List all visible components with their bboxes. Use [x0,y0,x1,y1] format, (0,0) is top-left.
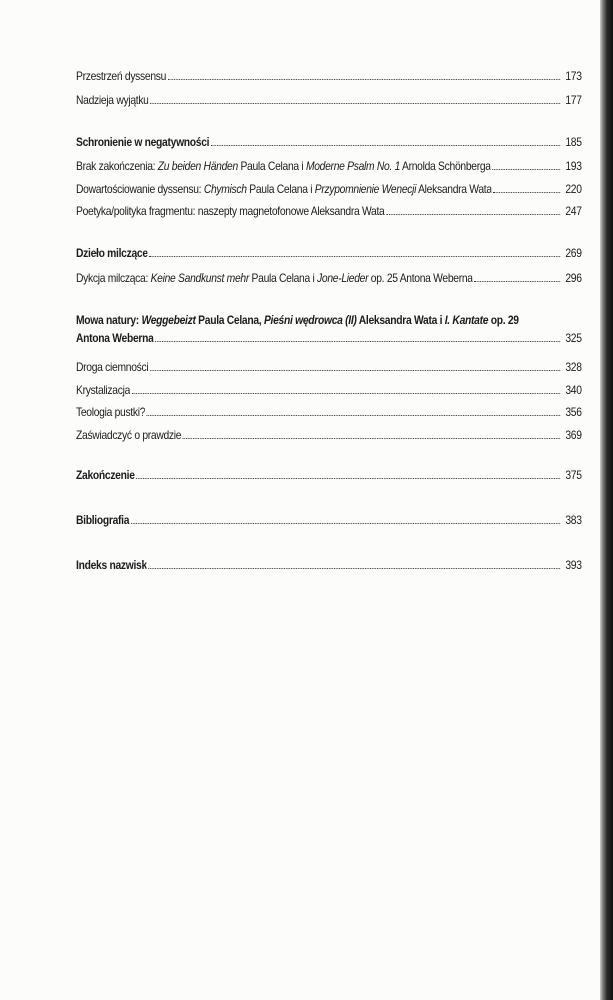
dot-leader [150,361,560,371]
toc-section-entry[interactable] [76,382,582,398]
toc-page-number: 383 [565,513,582,527]
toc-entry-title-text: Droga ciemności [76,360,149,374]
toc-page-number: 269 [565,246,582,260]
toc-entry-row [76,92,582,108]
toc-entry-title-italic: Keine Sandkunst mehr [150,271,249,285]
toc-page-number: 193 [565,159,582,173]
toc-entry-title-italic: Zu beiden Händen [157,159,238,173]
toc-section-entry[interactable] [76,181,582,197]
toc-entry-title-italic: Weggebeizt [141,313,196,327]
dot-leader [155,332,560,342]
toc-entry-row [76,181,582,197]
toc-entry-title-text: Nadzieja wyjątku [76,93,149,107]
toc-entry-title [76,270,473,286]
toc-page-number: 328 [565,360,582,374]
toc-entry-title-italic: Jone-Lieder [317,271,369,285]
toc-entry-title-text: Aleksandra Wata [416,182,492,196]
toc-entry-title [76,359,148,375]
toc-entry-title-text: Poetyka/polityka fragmentu: naszepty magnetofonowe Aleksandra Wata [76,204,385,218]
toc-entry-title-text: Mowa natury: [76,313,142,327]
toc-entry-title-text: Schronienie w negatywności [76,135,210,149]
dot-leader [183,429,560,439]
toc-entry-row [76,330,582,346]
toc-entry-row [76,427,582,443]
toc-entry-row [76,68,582,84]
toc-chapter-entry[interactable] [76,467,582,483]
dot-leader [136,469,560,479]
toc-entry-title-italic: I. Kantate [444,313,489,327]
toc-entry-row [76,203,582,219]
toc-entry-title-text: Dowartościowanie dyssensu: [76,182,204,196]
book-spine-edge [600,0,613,1000]
toc-entry-title-text: Indeks nazwisk [76,558,147,572]
toc-section-entry[interactable] [76,427,582,443]
toc-entry-row [76,134,582,150]
toc-entry-title-text: Zaświadczyć o prawdzie [76,428,182,442]
toc-page-number: 325 [565,331,582,345]
dot-leader [494,183,561,193]
toc-section-entry[interactable] [76,68,582,84]
toc-entry-title-text: op. 25 Antona Weberna [368,271,473,285]
toc-entry-title-text: Dykcja milcząca: [76,271,151,285]
toc-page-number: 393 [565,558,582,572]
dot-leader [492,160,560,170]
toc-entry-title [76,134,209,150]
toc-page-number: 173 [565,69,582,83]
toc-chapter-entry[interactable] [76,245,582,261]
toc-chapter-entry[interactable] [76,312,582,346]
toc-entry-title-italic: Chymisch [203,182,247,196]
toc-page-number: 369 [565,428,582,442]
toc-entry-title [76,427,181,443]
toc-chapter-entry[interactable] [76,557,582,573]
toc-entry-title-text: Teologia pustki? [76,405,146,419]
toc-entry-row [76,512,582,528]
toc-entry-title-text: op. 29 [488,313,519,327]
toc-entry-title-text: Przestrzeń dyssensu [76,69,167,83]
dot-leader [386,205,560,215]
toc-section-entry[interactable] [76,92,582,108]
dot-leader [474,272,560,282]
dot-leader [147,406,560,416]
toc-entry-title [76,467,135,483]
toc-entry-row [76,245,582,261]
toc-entry-title [76,181,492,197]
toc-entry-title-text: Dzieło milczące [76,246,148,260]
toc-page-number: 177 [565,93,582,107]
toc-entry-title-text: Zakończenie [76,468,135,482]
dot-leader [150,94,560,104]
toc-entry-title [76,203,384,219]
toc-entry-title [76,245,148,261]
toc-entry-row [76,557,582,573]
toc-entry-title-line [76,312,582,328]
toc-entry-row [76,404,582,420]
toc-section-entry[interactable] [76,203,582,219]
toc-entry-row [76,382,582,398]
toc-entry-title-text: Bibliografia [76,513,130,527]
toc-chapter-entry[interactable] [76,134,582,150]
toc-section-entry[interactable] [76,359,582,375]
toc-page-number: 296 [565,271,582,285]
toc-entry-row [76,270,582,286]
dot-leader [211,136,560,146]
toc-entry-title-text: Antona Weberna [76,331,154,345]
toc-page-number: 220 [565,182,582,196]
dot-leader [149,559,561,569]
dot-leader [132,384,560,394]
dot-leader [150,247,561,257]
toc-entry-title [76,404,145,420]
toc-page-number: 247 [565,204,582,218]
toc-entry-title-italic: Przypomnienie Wenecji [314,182,417,196]
toc-entry-title-text: Paula Celana, [195,313,264,327]
toc-page-number: 375 [565,468,582,482]
toc-section-entry[interactable] [76,158,582,174]
toc-entry-title-italic: Pieśni wędrowca (II) [263,313,357,327]
toc-entry-title [76,158,491,174]
toc-entry-title [76,92,149,108]
toc-page-number: 340 [565,383,582,397]
dot-leader [131,514,560,524]
toc-entry-title [76,382,130,398]
toc-entry-title [76,68,166,84]
toc-section-entry[interactable] [76,270,582,286]
toc-entry-row [76,467,582,483]
toc-entry-title-italic: Moderne Psalm No. 1 [305,159,401,173]
toc-entry-title-text: Arnolda Schönberga [400,159,491,173]
toc-entry-title-text: Paula Celana i [237,159,306,173]
toc-entry-title-text: Paula Celana i [248,271,318,285]
toc-entry-title [76,330,154,346]
toc-entry-title-text: Brak zakończenia: [76,159,158,173]
toc-entry-title-text: Krystalizacja [76,383,131,397]
toc-entry-title-text: Paula Celana i [246,182,315,196]
toc-section-entry[interactable] [76,404,582,420]
dot-leader [168,70,560,80]
toc-entry-row [76,359,582,375]
toc-entry-title [76,512,129,528]
toc-entry-title-text: Aleksandra Wata i [356,313,445,327]
toc-entry-title [76,557,147,573]
toc-entry-row [76,158,582,174]
toc-page-number: 356 [565,405,582,419]
toc-chapter-entry[interactable] [76,512,582,528]
toc-page-number: 185 [565,135,582,149]
